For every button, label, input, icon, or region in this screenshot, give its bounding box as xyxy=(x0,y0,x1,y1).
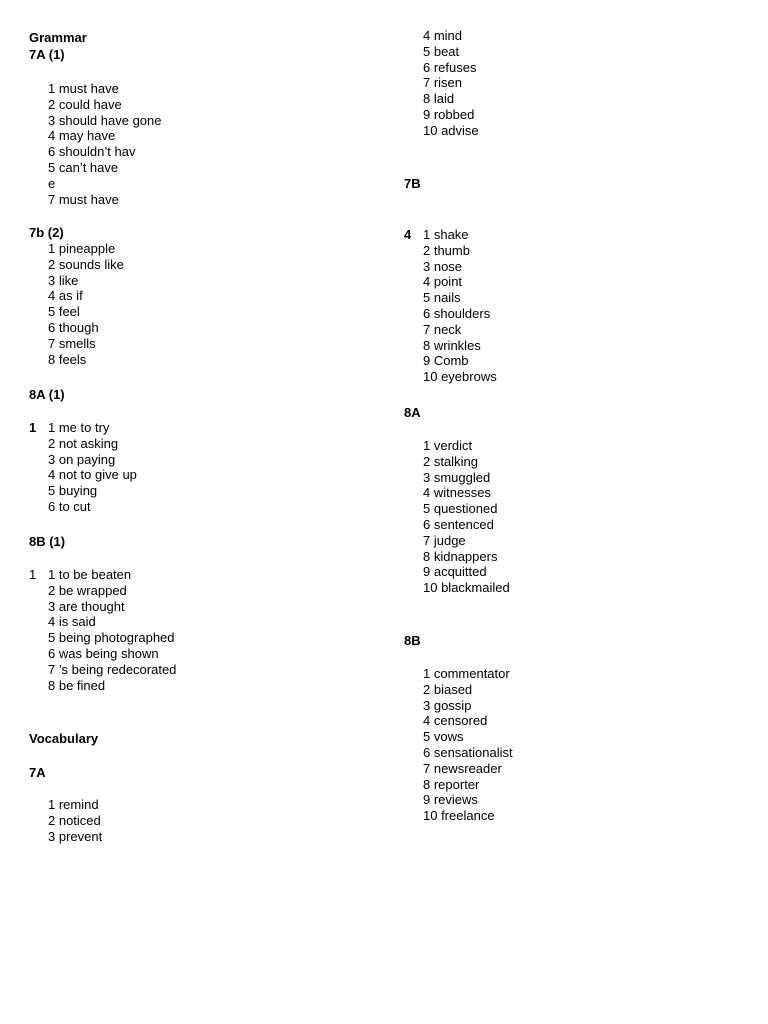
answer-item: 1 verdict xyxy=(423,438,473,453)
answer-item: 5 vows xyxy=(423,729,464,745)
answer-item: 9 reviews xyxy=(423,792,478,808)
answer-item: 4 mind xyxy=(423,28,463,43)
answer-item: 7 must have xyxy=(48,191,119,207)
answer-item: 5 buying xyxy=(48,483,98,499)
answer-item: 7 newsreader xyxy=(423,760,502,776)
answer-item: 4 may have xyxy=(48,128,116,144)
answer-item: 8 wrinkles xyxy=(423,337,481,353)
answer-item: 9 Comb xyxy=(423,353,469,369)
answer-item: 1 commentator xyxy=(423,666,510,681)
answer-item: 3 smuggled xyxy=(423,469,491,485)
answer-item: 8 be fined xyxy=(48,677,106,693)
answer-item: 4 as if xyxy=(48,288,83,304)
answer-item: 10 freelance xyxy=(423,808,495,824)
answer-item: 2 could have xyxy=(48,96,122,112)
answer-item: 9 robbed xyxy=(423,107,475,122)
section-heading-v7a: 7A xyxy=(29,765,46,780)
answer-item: 1 remind xyxy=(48,797,99,812)
answer-item: 4 witnesses xyxy=(423,485,491,501)
answer-item: 10 eyebrows xyxy=(423,369,497,385)
answer-item: 7 smells xyxy=(48,335,96,351)
answer-item: 8 feels xyxy=(48,351,87,367)
vocabulary-title: Vocabulary xyxy=(29,731,99,746)
answer-item: 5 questioned xyxy=(423,501,498,517)
answer-item: 3 on paying xyxy=(48,451,116,467)
answer-item: 4 censored xyxy=(423,713,488,729)
answer-item: 10 advise xyxy=(423,122,479,138)
answer-item: 6 sentenced xyxy=(423,517,494,532)
answer-item: 7 judge xyxy=(423,532,466,548)
answer-item: 1 shake xyxy=(423,227,469,242)
answer-item: 6 shouldn’t hav xyxy=(48,144,136,160)
section-heading-7b2: 7b (2) xyxy=(29,225,64,240)
answer-item: 2 thumb xyxy=(423,242,470,258)
answer-item: 4 not to give up xyxy=(48,467,137,483)
answer-item: 6 was being shown xyxy=(48,646,159,661)
answer-item: 2 stalking xyxy=(423,453,478,469)
answer-item: 2 not asking xyxy=(48,435,119,451)
answer-item: 7 neck xyxy=(423,321,462,337)
answer-item: 1 me to try xyxy=(48,420,110,435)
answer-item: 7 ’s being redecorated xyxy=(48,661,177,677)
exercise-number-v7b: 4 xyxy=(404,227,412,242)
answer-item: 3 prevent xyxy=(48,828,103,844)
answer-item: 3 should have gone xyxy=(48,112,162,128)
answer-item: e xyxy=(48,175,56,191)
answer-item: 6 to cut xyxy=(48,499,91,514)
section-heading-8a1: 8A (1) xyxy=(29,387,65,402)
exercise-number-8a1: 1 xyxy=(29,420,37,435)
exercise-number-8b1: 1 xyxy=(29,567,37,582)
answer-item: 4 point xyxy=(423,274,463,290)
section-heading-v8a: 8A xyxy=(404,405,421,420)
section-heading-7a1: 7A (1) xyxy=(29,47,65,62)
section-heading-v8b: 8B xyxy=(404,633,421,648)
answer-item: 8 kidnappers xyxy=(423,548,498,564)
answer-item: 1 must have xyxy=(48,81,119,96)
answer-item: 6 sensationalist xyxy=(423,745,513,760)
answer-item: 3 like xyxy=(48,272,79,288)
answer-item: 4 is said xyxy=(48,614,96,630)
answer-item: 2 noticed xyxy=(48,812,101,828)
answer-item: 3 are thought xyxy=(48,598,125,614)
answer-item: 1 pineapple xyxy=(48,241,116,256)
answer-item: 9 acquitted xyxy=(423,564,487,580)
answer-item: 5 being photographed xyxy=(48,630,175,646)
section-heading-8b1: 8B (1) xyxy=(29,534,66,549)
answer-item: 6 though xyxy=(48,320,99,335)
answer-item: 3 nose xyxy=(423,258,463,274)
answer-item: 5 can’t have xyxy=(48,160,119,175)
answer-item: 8 laid xyxy=(423,91,455,107)
answer-item: 5 beat xyxy=(423,43,460,59)
answer-item: 5 feel xyxy=(48,304,80,320)
answer-item: 2 be wrapped xyxy=(48,582,127,598)
section-heading-v7b: 7B xyxy=(404,176,421,191)
answer-item: 1 to be beaten xyxy=(48,567,132,582)
grammar-title: Grammar xyxy=(29,30,87,45)
answer-item: 7 risen xyxy=(423,75,463,91)
answer-item: 5 nails xyxy=(423,290,461,306)
answer-item: 6 refuses xyxy=(423,59,477,75)
answer-item: 3 gossip xyxy=(423,697,472,713)
answer-item: 10 blackmailed xyxy=(423,580,510,596)
answer-item: 8 reporter xyxy=(423,776,480,792)
answer-item: 6 shoulders xyxy=(423,306,491,321)
answer-item: 2 biased xyxy=(423,681,473,697)
answer-item: 2 sounds like xyxy=(48,256,124,272)
